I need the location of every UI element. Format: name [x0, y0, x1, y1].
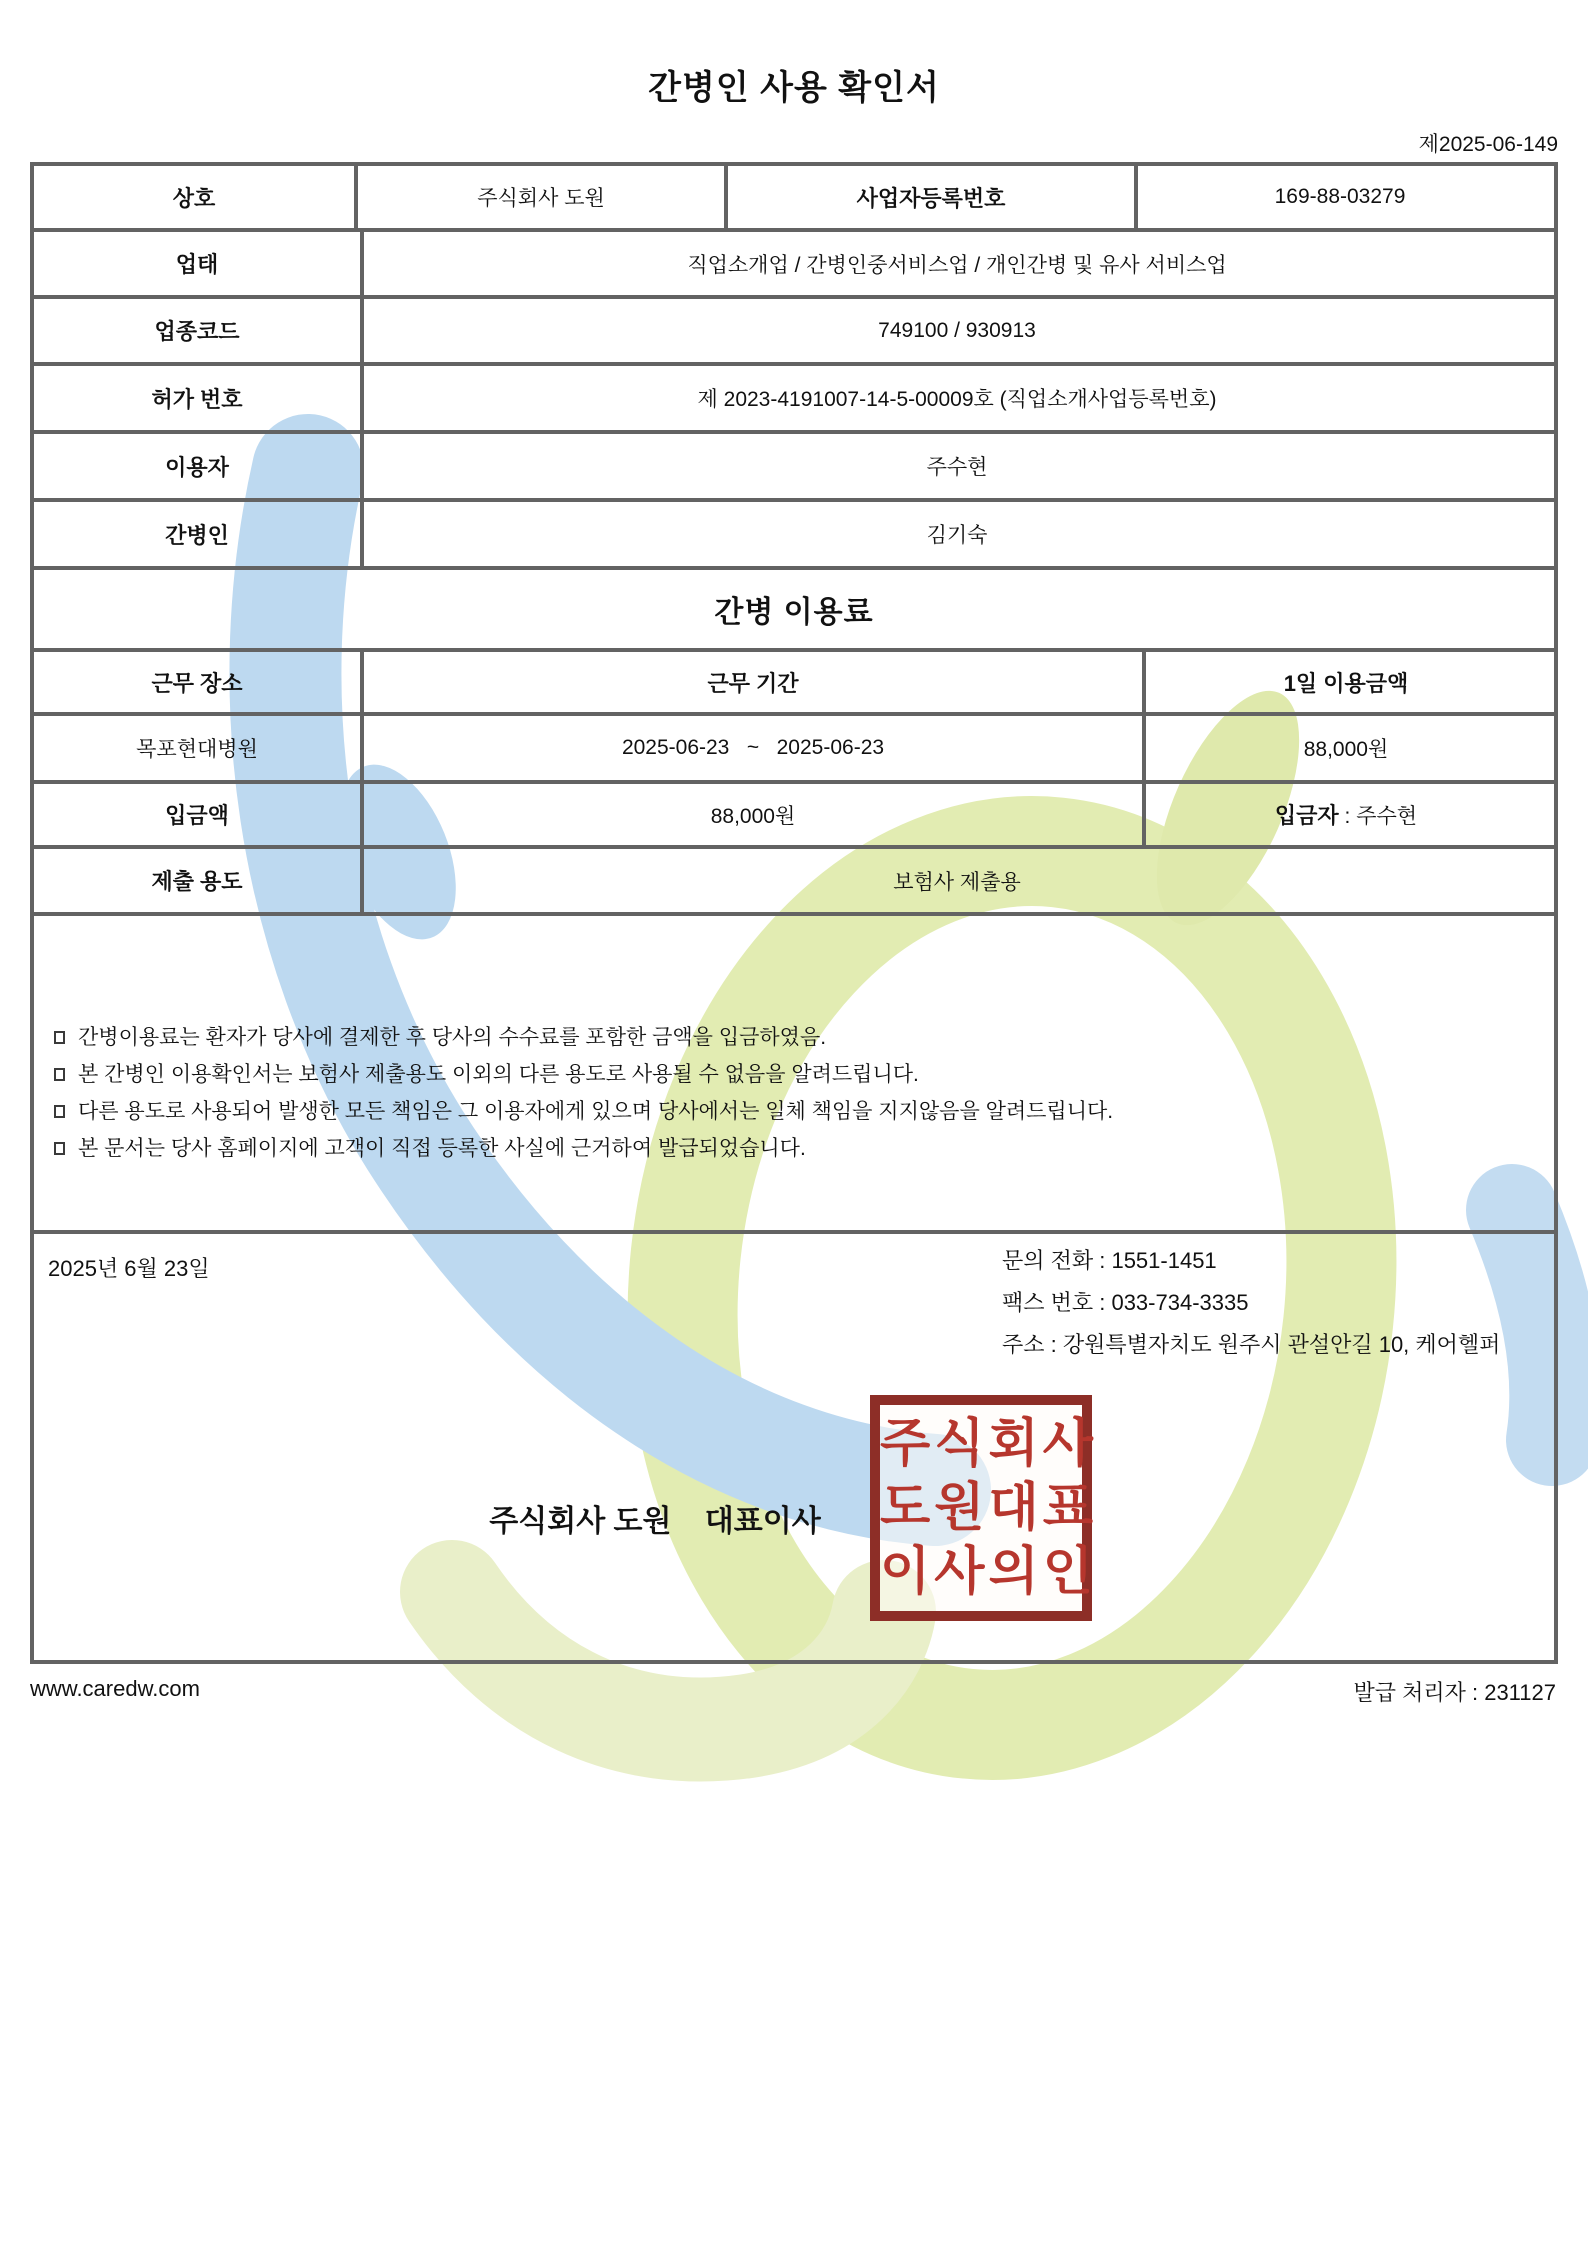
business-reg-no-label: 사업자등록번호 — [724, 166, 1134, 228]
table-row-company — [34, 166, 1554, 228]
note-text: 다른 용도로 사용되어 발생한 모든 책임은 그 이용자에게 있으며 당사에서는 일체 책임을 지지않음을 알려드립니다. — [78, 1100, 1114, 1123]
deposit-label: 입금액 — [165, 803, 229, 828]
caregiver-label: 간병인 — [165, 522, 229, 548]
square-bullet-icon — [54, 1142, 65, 1155]
note-item — [50, 1130, 1113, 1167]
note-item — [50, 1093, 1113, 1130]
issue-cell — [34, 1234, 1554, 1660]
table-row-fee-headers — [34, 648, 1554, 712]
daily-amount-value: 88,000원 — [1142, 716, 1546, 780]
table-row-fee-section-title — [34, 566, 1554, 648]
permit-number-value: 제 2023-4191007-14-5-00009호 (직업소개사업등록번호) — [360, 366, 1550, 430]
industry-code-value: 749100 / 930913 — [360, 299, 1550, 362]
document-number: 제2025-06-149 — [1418, 133, 1558, 156]
note-text: 본 문서는 당사 홈페이지에 고객이 직접 등록한 사실에 근거하여 발급되었습니다. — [78, 1137, 806, 1160]
table-row-issue — [34, 1230, 1554, 1660]
square-bullet-icon — [54, 1031, 65, 1044]
depositor-value: : 주수현 — [1338, 804, 1418, 828]
business-type-value: 직업소개업 / 간병인중서비스업 / 개인간병 및 유사 서비스업 — [360, 232, 1550, 295]
note-text: 간병이용료는 환자가 당사에 결제한 후 당사의 수수료를 포함한 금액을 입금하였음. — [78, 1026, 827, 1049]
issue-date: 2025년 6월 23일 — [48, 1256, 210, 1281]
seal-line: 도원대표 — [880, 1479, 1097, 1537]
square-bullet-icon — [54, 1105, 65, 1118]
permit-number-label: 허가 번호 — [151, 386, 243, 412]
table-row-industry-code — [34, 295, 1554, 362]
note-item — [50, 1019, 1113, 1056]
square-bullet-icon — [54, 1068, 65, 1081]
website-url: www.caredw.com — [30, 1676, 200, 1701]
work-place-value: 목포현대병원 — [136, 738, 258, 761]
depositor-cell — [1142, 784, 1546, 845]
contact-address: 주소 : 강원특별자치도 원주시 관설안길 10, 케어헬퍼 — [1002, 1332, 1501, 1357]
deposit-amount: 88,000원 — [360, 784, 1142, 845]
table-row-notes — [34, 912, 1554, 1230]
notes-block — [50, 1019, 1113, 1167]
work-place-header: 근무 장소 — [151, 670, 243, 696]
notes-cell — [34, 916, 1554, 1230]
table-row-permit-number — [34, 362, 1554, 430]
user-value: 주수현 — [360, 434, 1550, 498]
issuer-id: 발급 처리자 : 231127 — [1353, 1680, 1556, 1705]
table-row-fee-data — [34, 712, 1554, 780]
table-row-business-type — [34, 228, 1554, 295]
business-type-label: 업태 — [175, 252, 219, 277]
work-period-value: 2025-06-23 ~ 2025-06-23 — [360, 716, 1142, 780]
page-title: 간병인 사용 확인서 — [648, 69, 940, 107]
corporate-seal-stamp — [870, 1395, 1097, 1621]
table-row-purpose — [34, 845, 1554, 912]
fee-section-title: 간병 이용료 — [714, 596, 874, 629]
caregiver-value: 김기숙 — [360, 502, 1550, 566]
table-row-deposit — [34, 780, 1554, 845]
table-row-caregiver — [34, 498, 1554, 566]
company-signature-line: 주식회사 도원 대표이사 — [489, 1505, 821, 1538]
industry-code-label: 업종코드 — [154, 319, 240, 344]
company-name-value: 주식회사 도원 — [354, 166, 724, 228]
seal-line: 주식회사 — [880, 1415, 1097, 1473]
company-name-label: 상호 — [172, 185, 216, 211]
work-period-header: 근무 기간 — [360, 652, 1142, 712]
purpose-value: 보험사 제출용 — [360, 849, 1550, 912]
user-label: 이용자 — [165, 454, 229, 480]
business-reg-no-value: 169-88-03279 — [1134, 166, 1542, 228]
table-row-user — [34, 430, 1554, 498]
contact-block — [1002, 1240, 1500, 1366]
contact-phone: 문의 전화 : 1551-1451 — [1002, 1248, 1217, 1273]
contact-fax: 팩스 번호 : 033-734-3335 — [1002, 1290, 1249, 1315]
note-item — [50, 1056, 1113, 1093]
confirmation-table — [30, 162, 1558, 1664]
daily-amount-header: 1일 이용금액 — [1142, 652, 1546, 712]
purpose-label: 제출 용도 — [151, 869, 243, 894]
depositor-label: 입금자 — [1274, 803, 1339, 828]
seal-line: 이사의인 — [880, 1543, 1097, 1601]
note-text: 본 간병인 이용확인서는 보험사 제출용도 이외의 다른 용도로 사용될 수 없음을 알려드립니다. — [78, 1063, 919, 1086]
